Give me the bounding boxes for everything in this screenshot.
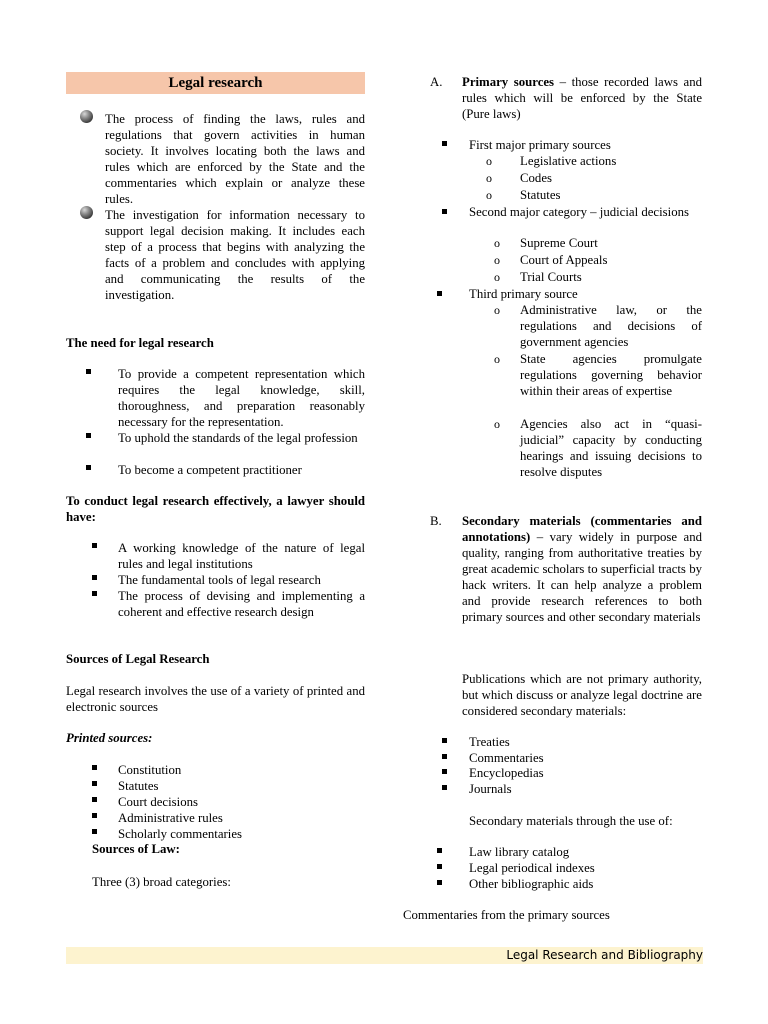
circle-bullet-icon: o: [494, 303, 500, 317]
list-item: The fundamental tools of legal research: [118, 573, 321, 587]
square-bullet-icon: [442, 785, 447, 790]
circle-bullet-icon: o: [494, 236, 500, 250]
square-bullet-icon: [442, 754, 447, 759]
circle-bullet-icon: o: [494, 253, 500, 267]
list-item: Other bibliographic aids: [469, 877, 594, 891]
circle-bullet-icon: o: [494, 417, 500, 431]
circle-bullet-icon: o: [486, 154, 492, 168]
square-bullet-icon: [92, 781, 97, 786]
section-a-text: [462, 74, 702, 122]
square-bullet-icon: [442, 769, 447, 774]
list-item: Agencies also act in “quasi-judicial” capacity by conducting hearings and issuing decisions to resolve disputes: [520, 417, 702, 479]
square-bullet-icon: [92, 797, 97, 802]
square-bullet-icon: [86, 369, 91, 374]
sphere-bullet-icon: [80, 206, 93, 219]
circle-bullet-icon: o: [494, 352, 500, 366]
list-item: Legislative actions: [520, 154, 617, 168]
list-item: Supreme Court: [520, 236, 598, 250]
circle-bullet-icon: o: [486, 188, 492, 202]
list-item: Commentaries: [469, 751, 544, 765]
page-footer: Legal Research and Bibliography: [66, 947, 703, 964]
circle-bullet-icon: o: [486, 171, 492, 185]
section-b-desc: – vary widely in purpose and quality, ranging from authoritative treaties by great academic scholars to superficial tracts by hack writers. It can help analyze a problem and provide research references to both primary sources and other secondary materials: [462, 530, 702, 624]
definition-2: The investigation for information necessary to support legal decision making. It includes each step of a process that begins with analyzing the facts of a problem and concludes with applying and communicating the results of the investigation.: [105, 208, 365, 302]
section-b-marker: B.: [430, 514, 442, 528]
sources-text: Legal research involves the use of a variety of printed and electronic sources: [66, 684, 365, 714]
conduct-heading: To conduct legal research effectively, a lawyer should have:: [66, 494, 365, 524]
list-item: Third primary source: [469, 287, 578, 301]
list-item: Administrative rules: [118, 811, 223, 825]
square-bullet-icon: [442, 141, 447, 146]
square-bullet-icon: [92, 591, 97, 596]
list-item: The process of devising and implementing a coherent and effective research design: [118, 589, 365, 619]
sphere-bullet-icon: [80, 110, 93, 123]
list-item: Statutes: [520, 188, 561, 202]
section-a-label: Primary sources: [462, 75, 555, 89]
section-a-marker: A.: [430, 75, 443, 89]
list-item: Treaties: [469, 735, 510, 749]
list-item: Statutes: [118, 779, 159, 793]
list-item: Administrative law, or the regulations and decisions of government agencies: [520, 303, 702, 349]
law-heading: Sources of Law:: [92, 842, 180, 856]
section-b-text: [462, 513, 702, 625]
list-item: A working knowledge of the nature of legal rules and legal institutions: [118, 541, 365, 571]
need-heading: The need for legal research: [66, 336, 214, 350]
section-a-desc: – those recorded laws and rules which will be enforced by the State (Pure laws): [462, 75, 702, 121]
list-item: Court of Appeals: [520, 253, 608, 267]
list-item: First major primary sources: [469, 138, 611, 152]
list-item: Law library catalog: [469, 845, 570, 859]
definition-1: The process of finding the laws, rules and regulations that govern activities in human society. It involves locating both the laws and rules which are enforced by the State and the commentaries which explain or analyze these rules.: [105, 112, 365, 206]
circle-bullet-icon: o: [494, 270, 500, 284]
law-text: Three (3) broad categories:: [92, 875, 231, 889]
square-bullet-icon: [437, 848, 442, 853]
list-item: Journals: [469, 782, 512, 796]
square-bullet-icon: [442, 209, 447, 214]
square-bullet-icon: [92, 829, 97, 834]
list-item: Legal periodical indexes: [469, 861, 595, 875]
list-item: To become a competent practitioner: [118, 463, 302, 477]
square-bullet-icon: [92, 813, 97, 818]
page-title: Legal research: [66, 72, 365, 94]
square-bullet-icon: [92, 765, 97, 770]
list-item: State agencies promulgate regulations governing behavior within their areas of expertise: [520, 352, 702, 398]
list-item: Encyclopedias: [469, 766, 544, 780]
square-bullet-icon: [442, 738, 447, 743]
list-item: Trial Courts: [520, 270, 582, 284]
square-bullet-icon: [92, 543, 97, 548]
list-item: To provide a competent representation which requires the legal knowledge, skill, thoroughness, and preparation reasonably necessary for the representation.: [118, 367, 365, 429]
through-text: Secondary materials through the use of:: [469, 814, 673, 828]
list-item: Scholarly commentaries: [118, 827, 243, 841]
publications-text: Publications which are not primary authority, but which discuss or analyze legal doctrine are considered secondary materials:: [462, 672, 702, 718]
section-b-label: Secondary materials (commentaries and annotations): [462, 514, 702, 544]
printed-heading: Printed sources:: [66, 731, 153, 745]
square-bullet-icon: [437, 291, 442, 296]
square-bullet-icon: [92, 575, 97, 580]
square-bullet-icon: [437, 880, 442, 885]
list-item: Second major category – judicial decisions: [469, 205, 689, 219]
list-item: To uphold the standards of the legal profession: [118, 431, 358, 445]
square-bullet-icon: [437, 864, 442, 869]
list-item: Codes: [520, 171, 552, 185]
square-bullet-icon: [86, 433, 91, 438]
list-item: Court decisions: [118, 795, 198, 809]
square-bullet-icon: [86, 465, 91, 470]
list-item: Constitution: [118, 763, 182, 777]
sources-heading: Sources of Legal Research: [66, 652, 210, 666]
commentaries-line: Commentaries from the primary sources: [403, 908, 610, 922]
